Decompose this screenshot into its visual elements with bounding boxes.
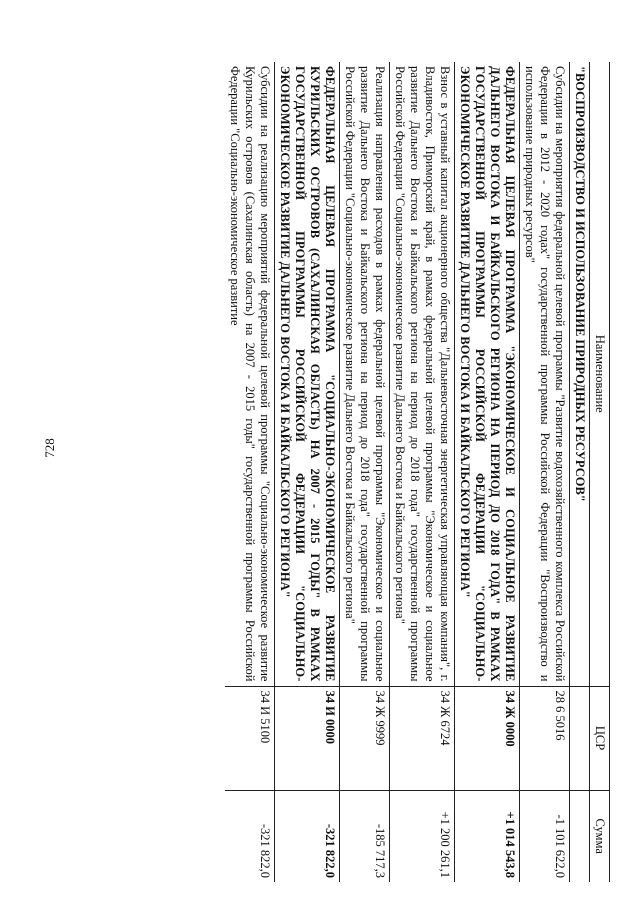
row-sum: -321 822,0 [275, 790, 340, 882]
row-csr: 34 Ж 6724 [390, 686, 455, 790]
table-row [340, 62, 390, 882]
row-sum: +1 014 543,8 [455, 790, 520, 882]
row-name: Реализация направления расходов в рамках федеральной целевой программы "Экономическое и социальное развитие Дальнего Востока и Байкальского региона на период до 2018 года" государственной программы Российской Федерации "Социально-экономическое развитие Дальнего Востока и Байкальского региона" [340, 62, 390, 686]
row-csr: 34 И 0000 [275, 686, 340, 790]
row-csr: 28 6 5016 [520, 686, 570, 790]
row-name: Субсидии на мероприятия федеральной целевой программы "Развитие водохозяйственного комплекса Российской Федерации в 2012 - 2020 годах" государственной программы Российской Федерации "Воспроизводство и использование природных ресурсов" [520, 62, 570, 686]
section-csr-empty [570, 686, 590, 790]
table-row [455, 62, 520, 882]
table-row [520, 62, 570, 882]
row-sum: +1 200 261,1 [390, 790, 455, 882]
section-title-row [570, 62, 590, 882]
row-sum: -185 717,3 [340, 790, 390, 882]
section-sum-empty [570, 790, 590, 882]
row-csr: 34 Ж 0000 [455, 686, 520, 790]
row-name: Взнос в уставный капитал акционерного общества "Дальневосточная энергетическая управляющая компания", г. Владивосток, Приморский край, в рамках федеральной целевой программы "Экономическое и социальное развитие Дальнего Востока и Байкальского региона на период до 2018 года" государственной программы Российской Федерации "Социально-экономическое развитие Дальнего Востока и Байкальского региона" [390, 62, 455, 686]
row-sum: -321 822,0 [225, 790, 275, 882]
table-header-row [590, 62, 610, 882]
header-csr: ЦСР [590, 686, 610, 790]
header-name: Наименование [590, 62, 610, 686]
row-sum: -1 101 622,0 [520, 790, 570, 882]
budget-sheet [80, 62, 610, 882]
table-row [390, 62, 455, 882]
table-row [225, 62, 275, 882]
row-name: Субсидии на реализацию мероприятий федеральной целевой программы "Социально-экономическое развитие Курильских островов (Сахалинская область) на 2007 - 2015 годы" государственной программы Российской Федерации "Социально-экономическое развитие [225, 62, 275, 686]
section-title: "ВОСПРОИЗВОДСТВО И ИСПОЛЬЗОВАНИЕ ПРИРОДНЫХ РЕСУРСОВ" [570, 62, 590, 686]
header-sum: Сумма [590, 790, 610, 882]
page-number: 728 [42, 438, 57, 458]
row-name: ФЕДЕРАЛЬНАЯ ЦЕЛЕВАЯ ПРОГРАММА "ЭКОНОМИЧЕСКОЕ И СОЦИАЛЬНОЕ РАЗВИТИЕ ДАЛЬНЕГО ВОСТОКА И БАЙКАЛЬСКОГО РЕГИОНА НА ПЕРИОД ДО 2018 ГОДА" В РАМКАХ ГОСУДАРСТВЕННОЙ ПРОГРАММЫ РОССИЙСКОЙ ФЕДЕРАЦИИ "СОЦИАЛЬНО-ЭКОНОМИЧЕСКОЕ РАЗВИТИЕ ДАЛЬНЕГО ВОСТОКА И БАЙКАЛЬСКОГО РЕГИОНА" [455, 62, 520, 686]
table-row [275, 62, 340, 882]
row-csr: 34 И 5100 [225, 686, 275, 790]
row-name: ФЕДЕРАЛЬНАЯ ЦЕЛЕВАЯ ПРОГРАММА "СОЦИАЛЬНО-ЭКОНОМИЧЕСКОЕ РАЗВИТИЕ КУРИЛЬСКИХ ОСТРОВОВ (САХАЛИНСКАЯ ОБЛАСТЬ) НА 2007 - 2015 ГОДЫ" В РАМКАХ ГОСУДАРСТВЕННОЙ ПРОГРАММЫ РОССИЙСКОЙ ФЕДЕРАЦИИ "СОЦИАЛЬНО-ЭКОНОМИЧЕСКОЕ РАЗВИТИЕ ДАЛЬНЕГО ВОСТОКА И БАЙКАЛЬСКОГО РЕГИОНА" [275, 62, 340, 686]
row-csr: 34 Ж 9999 [340, 686, 390, 790]
budget-table [225, 62, 610, 882]
